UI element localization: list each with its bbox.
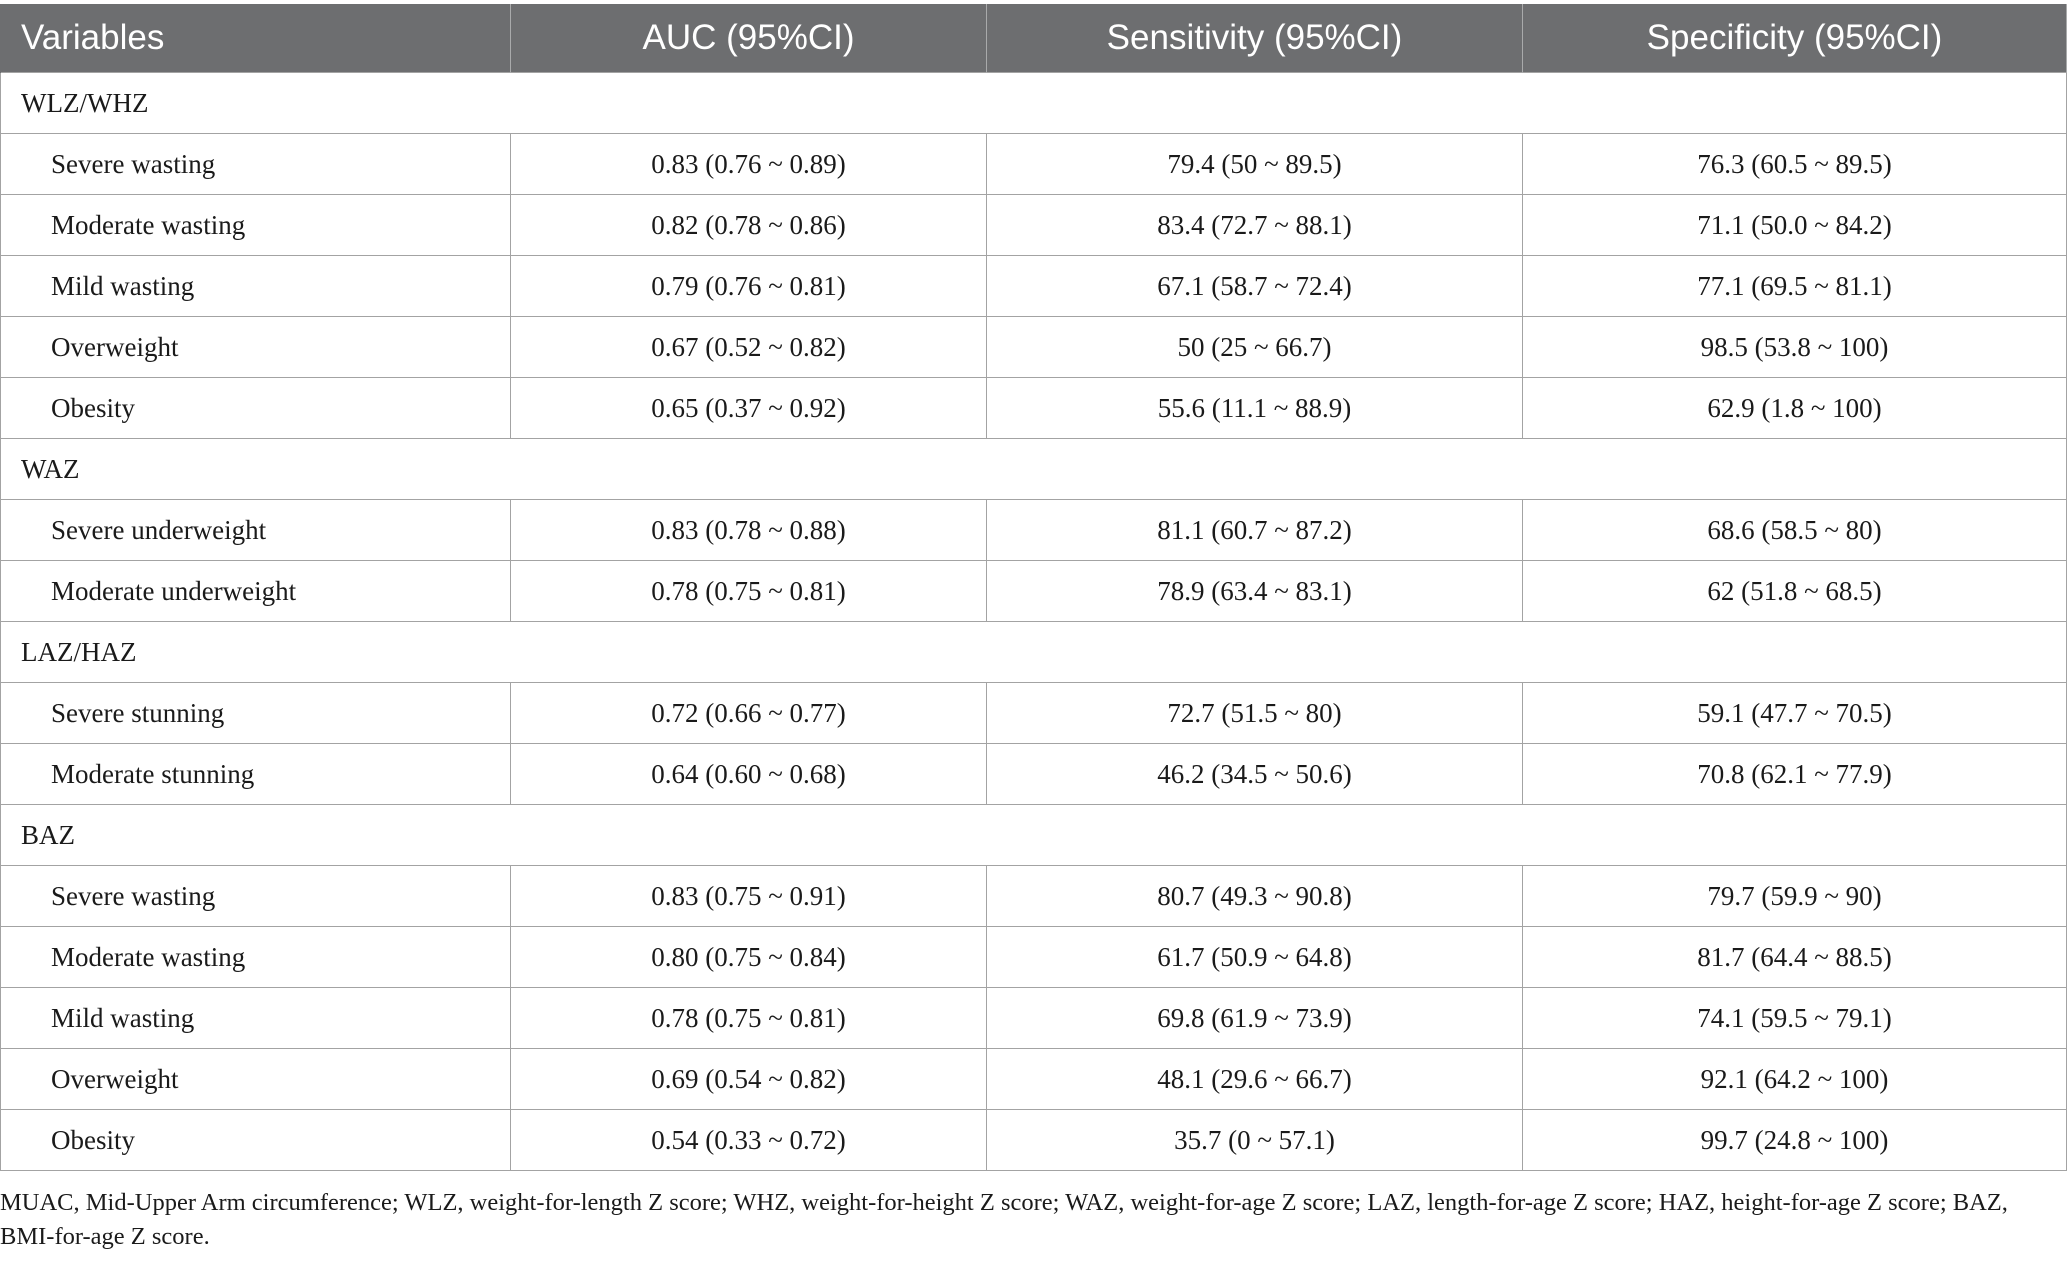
table-row bbox=[1, 866, 2067, 927]
auc-cell: 0.64 (0.60 ~ 0.68) bbox=[511, 744, 987, 805]
sensitivity-cell: 50 (25 ~ 66.7) bbox=[987, 317, 1523, 378]
variable-cell: Overweight bbox=[1, 1049, 511, 1110]
specificity-cell: 62.9 (1.8 ~ 100) bbox=[1523, 378, 2067, 439]
auc-cell: 0.82 (0.78 ~ 0.86) bbox=[511, 195, 987, 256]
header-sensitivity: Sensitivity (95%CI) bbox=[987, 4, 1523, 73]
sensitivity-cell: 69.8 (61.9 ~ 73.9) bbox=[987, 988, 1523, 1049]
sensitivity-cell: 55.6 (11.1 ~ 88.9) bbox=[987, 378, 1523, 439]
auc-cell: 0.72 (0.66 ~ 0.77) bbox=[511, 683, 987, 744]
variable-cell: Moderate stunning bbox=[1, 744, 511, 805]
auc-cell: 0.79 (0.76 ~ 0.81) bbox=[511, 256, 987, 317]
group-row-laz-haz bbox=[1, 622, 2067, 683]
table-row bbox=[1, 1049, 2067, 1110]
table-header bbox=[1, 4, 2067, 73]
sensitivity-cell: 72.7 (51.5 ~ 80) bbox=[987, 683, 1523, 744]
specificity-cell: 76.3 (60.5 ~ 89.5) bbox=[1523, 134, 2067, 195]
table-row bbox=[1, 195, 2067, 256]
sensitivity-cell: 81.1 (60.7 ~ 87.2) bbox=[987, 500, 1523, 561]
auc-results-table bbox=[0, 4, 2067, 1171]
group-row-wlz-whz bbox=[1, 73, 2067, 134]
group-label: LAZ/HAZ bbox=[1, 622, 2067, 683]
table-row bbox=[1, 1110, 2067, 1171]
auc-cell: 0.78 (0.75 ~ 0.81) bbox=[511, 988, 987, 1049]
table-row bbox=[1, 744, 2067, 805]
variable-cell: Moderate underweight bbox=[1, 561, 511, 622]
group-label: WLZ/WHZ bbox=[1, 73, 2067, 134]
sensitivity-cell: 79.4 (50 ~ 89.5) bbox=[987, 134, 1523, 195]
auc-cell: 0.83 (0.78 ~ 0.88) bbox=[511, 500, 987, 561]
table-row bbox=[1, 927, 2067, 988]
variable-cell: Overweight bbox=[1, 317, 511, 378]
variable-cell: Moderate wasting bbox=[1, 927, 511, 988]
header-auc: AUC (95%CI) bbox=[511, 4, 987, 73]
specificity-cell: 74.1 (59.5 ~ 79.1) bbox=[1523, 988, 2067, 1049]
sensitivity-cell: 83.4 (72.7 ~ 88.1) bbox=[987, 195, 1523, 256]
auc-cell: 0.83 (0.76 ~ 0.89) bbox=[511, 134, 987, 195]
header-specificity: Specificity (95%CI) bbox=[1523, 4, 2067, 73]
table-row bbox=[1, 378, 2067, 439]
specificity-cell: 70.8 (62.1 ~ 77.9) bbox=[1523, 744, 2067, 805]
variable-cell: Severe stunning bbox=[1, 683, 511, 744]
header-variables: Variables bbox=[1, 4, 511, 73]
variable-cell: Mild wasting bbox=[1, 256, 511, 317]
table-row bbox=[1, 683, 2067, 744]
table-row bbox=[1, 988, 2067, 1049]
sensitivity-cell: 46.2 (34.5 ~ 50.6) bbox=[987, 744, 1523, 805]
sensitivity-cell: 80.7 (49.3 ~ 90.8) bbox=[987, 866, 1523, 927]
results-table-container bbox=[0, 4, 2067, 1171]
variable-cell: Severe wasting bbox=[1, 134, 511, 195]
specificity-cell: 77.1 (69.5 ~ 81.1) bbox=[1523, 256, 2067, 317]
variable-cell: Severe wasting bbox=[1, 866, 511, 927]
group-label: BAZ bbox=[1, 805, 2067, 866]
auc-cell: 0.69 (0.54 ~ 0.82) bbox=[511, 1049, 987, 1110]
sensitivity-cell: 48.1 (29.6 ~ 66.7) bbox=[987, 1049, 1523, 1110]
auc-cell: 0.65 (0.37 ~ 0.92) bbox=[511, 378, 987, 439]
table-row bbox=[1, 317, 2067, 378]
specificity-cell: 98.5 (53.8 ~ 100) bbox=[1523, 317, 2067, 378]
sensitivity-cell: 61.7 (50.9 ~ 64.8) bbox=[987, 927, 1523, 988]
specificity-cell: 71.1 (50.0 ~ 84.2) bbox=[1523, 195, 2067, 256]
variable-cell: Mild wasting bbox=[1, 988, 511, 1049]
sensitivity-cell: 67.1 (58.7 ~ 72.4) bbox=[987, 256, 1523, 317]
sensitivity-cell: 78.9 (63.4 ~ 83.1) bbox=[987, 561, 1523, 622]
table-row bbox=[1, 500, 2067, 561]
auc-cell: 0.54 (0.33 ~ 0.72) bbox=[511, 1110, 987, 1171]
specificity-cell: 79.7 (59.9 ~ 90) bbox=[1523, 866, 2067, 927]
group-label: WAZ bbox=[1, 439, 2067, 500]
table-footnote: MUAC, Mid-Upper Arm circumference; WLZ, weight-for-length Z score; WHZ, weight-for-height Z score; WAZ, weight-for-age Z score; LAZ, length-for-age Z score; HAZ, height-for-age Z score; BAZ, BMI-for-age Z score. bbox=[0, 1189, 2008, 1250]
header-row bbox=[1, 4, 2067, 73]
group-row-baz bbox=[1, 805, 2067, 866]
table-body bbox=[1, 73, 2067, 1171]
variable-cell: Obesity bbox=[1, 378, 511, 439]
table-row bbox=[1, 134, 2067, 195]
sensitivity-cell: 35.7 (0 ~ 57.1) bbox=[987, 1110, 1523, 1171]
group-row-waz bbox=[1, 439, 2067, 500]
auc-cell: 0.78 (0.75 ~ 0.81) bbox=[511, 561, 987, 622]
variable-cell: Moderate wasting bbox=[1, 195, 511, 256]
specificity-cell: 68.6 (58.5 ~ 80) bbox=[1523, 500, 2067, 561]
specificity-cell: 81.7 (64.4 ~ 88.5) bbox=[1523, 927, 2067, 988]
specificity-cell: 92.1 (64.2 ~ 100) bbox=[1523, 1049, 2067, 1110]
specificity-cell: 62 (51.8 ~ 68.5) bbox=[1523, 561, 2067, 622]
specificity-cell: 99.7 (24.8 ~ 100) bbox=[1523, 1110, 2067, 1171]
table-row bbox=[1, 561, 2067, 622]
specificity-cell: 59.1 (47.7 ~ 70.5) bbox=[1523, 683, 2067, 744]
table-row bbox=[1, 256, 2067, 317]
variable-cell: Severe underweight bbox=[1, 500, 511, 561]
auc-cell: 0.67 (0.52 ~ 0.82) bbox=[511, 317, 987, 378]
variable-cell: Obesity bbox=[1, 1110, 511, 1171]
auc-cell: 0.83 (0.75 ~ 0.91) bbox=[511, 866, 987, 927]
auc-cell: 0.80 (0.75 ~ 0.84) bbox=[511, 927, 987, 988]
